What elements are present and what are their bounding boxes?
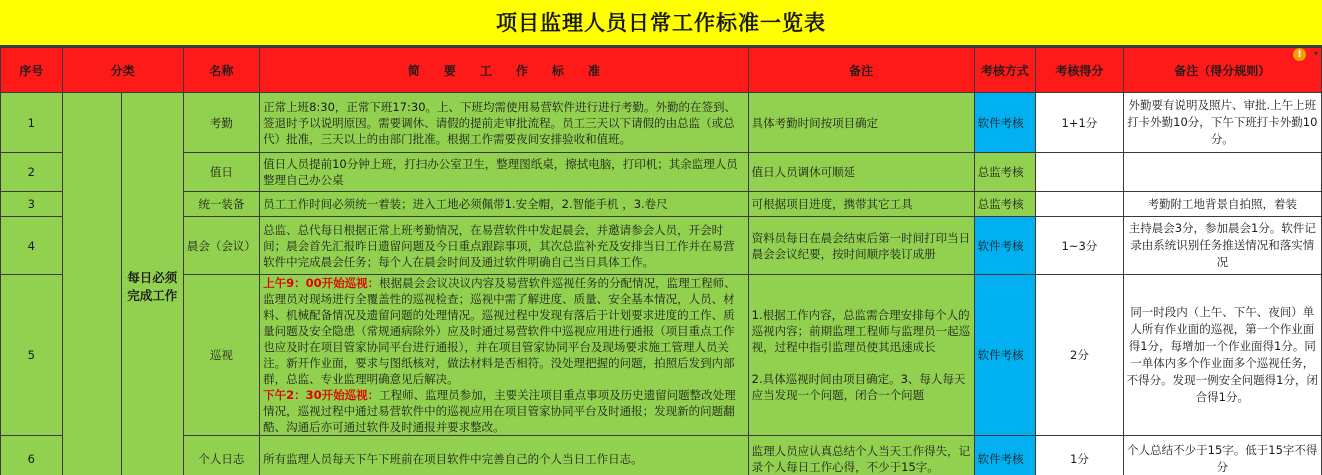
remark-cell[interactable]: 资料员每日在晨会结束后第一时间打印当日晨会会议纪要，按时间顺序装订成册 bbox=[748, 217, 974, 275]
score-note-cell[interactable] bbox=[1123, 153, 1321, 192]
morning-patrol-text: 根据晨会会议决议内容及易营软件巡视任务的分配情况，监理工程师、监理员对现场进行全覆盖性的巡视检查；巡视中需了解进度、质量、安全基本情况，人员、材料、机械配备情况及遗留问题的处理情况。巡视过程中发现有落后于计划要求进度的工作、质量问题及安全隐患（常规通病除外）应及时通过易营软件中巡视应用进行通报（项目重点工作也应及时在项目管家协同平台进行通报），并在项目管家协同平台及现场要求施工管理人员关注。新开作业面，要求与图纸核对，做法材料是否相符。没处理把握的问题，拍照后发到内部群，总监、专业监理明确意见后解决。 bbox=[263, 276, 736, 386]
remark-cell[interactable]: 具体考勤时间按项目确定 bbox=[748, 93, 974, 153]
requirement-cell[interactable]: 值日人员提前10分钟上班，打扫办公室卫生，整理图纸桌，擦拭电脑，打印机；其余监理人员整理自己办公桌 bbox=[260, 153, 749, 192]
remark-cell[interactable]: 监理人员应认真总结个人当天工作得失，记录个人每日工作心得，不少于15字。 bbox=[748, 436, 974, 475]
header-row bbox=[1, 48, 1322, 93]
name-cell[interactable]: 统一装备 bbox=[183, 192, 260, 217]
afternoon-patrol-text: 工程师、监理员参加，主要关注项目重点事项及历史遗留问题整改处理情况，巡视过程中通过易营软件中的巡视应用在项目管家协同平台及时通报；发现新的问题翻酷、沟通后亦可通过软件及时通报并要求整改。 bbox=[263, 388, 736, 434]
requirement-cell[interactable]: 员工工作时间必须统一着装；进入工地必须佩带1.安全帽，2.智能手机 ，3.卷尺 bbox=[260, 192, 749, 217]
method-cell[interactable]: 软件考核 bbox=[974, 436, 1036, 475]
table-row bbox=[1, 217, 1322, 275]
header-requirement[interactable]: 简 要 工 作 标 准 bbox=[260, 48, 749, 93]
header-score-note[interactable]: 备注（得分规则） bbox=[1123, 48, 1321, 93]
seq-cell[interactable]: 4 bbox=[1, 217, 63, 275]
table-row bbox=[1, 93, 1322, 153]
header-seq[interactable]: 序号 bbox=[1, 48, 63, 93]
seq-cell[interactable]: 5 bbox=[1, 275, 63, 436]
score-cell[interactable]: 1~3分 bbox=[1036, 217, 1123, 275]
method-cell[interactable]: 总监考核 bbox=[974, 153, 1036, 192]
score-note-cell[interactable]: 同一时段内（上午、下午、夜间）单人所有作业面的巡视，第一个作业面得1分，每增加一个作业面得1分。同一单体内多个作业面多个巡视任务，不得分。发现一例安全问题得1分，闭合得1分。 bbox=[1123, 275, 1321, 436]
method-cell[interactable]: 软件考核 bbox=[974, 93, 1036, 153]
score-cell[interactable] bbox=[1036, 192, 1123, 217]
header-method[interactable]: 考核方式 bbox=[974, 48, 1036, 93]
method-cell[interactable]: 总监考核 bbox=[974, 192, 1036, 217]
table-row bbox=[1, 153, 1322, 192]
category-cell[interactable]: 每日必须完成工作 bbox=[122, 93, 184, 475]
seq-cell[interactable]: 6 bbox=[1, 436, 63, 475]
remark-cell[interactable] bbox=[748, 275, 974, 436]
score-note-cell[interactable]: 考勤附工地背景自拍照，着装 bbox=[1123, 192, 1321, 217]
requirement-cell[interactable]: 正常上班8:30，正常下班17:30。上、下班均需使用易营软件进行进行考勤。外勤的在签到、签退时予以说明原因。需要调休、请假的提前走审批流程。员工三天以下请假的由总监（或总代）批准，三天以上的由部门批准。根据工作需要夜间安排验收和值班。 bbox=[260, 93, 749, 153]
score-note-cell[interactable]: 个人总结不少于15字。低于15字不得分 bbox=[1123, 436, 1321, 475]
name-cell[interactable]: 个人日志 bbox=[183, 436, 260, 475]
name-cell[interactable]: 值日 bbox=[183, 153, 260, 192]
score-cell[interactable]: 1+1分 bbox=[1036, 93, 1123, 153]
method-cell[interactable]: 软件考核 bbox=[974, 217, 1036, 275]
remark-line-2: 2.具体巡视时间由项目确定。3、每人每天应当发现一个问题，闭合一个问题 bbox=[751, 372, 966, 402]
category-cell-outer[interactable] bbox=[62, 93, 121, 475]
name-cell[interactable]: 巡视 bbox=[183, 275, 260, 436]
method-cell[interactable]: 软件考核 bbox=[974, 275, 1036, 436]
score-note-cell[interactable]: 主持晨会3分，参加晨会1分。软件记录由系统识别任务推送情况和落实情况 bbox=[1123, 217, 1321, 275]
requirement-cell[interactable]: 总监、总代每日根据正常上班考勤情况，在易营软件中发起晨会，并邀请参会人员，开会时间；晨会首先汇报昨日遗留问题及今日重点跟踪事项，其次总监补充及安排当日工作并在易营软件中完成晨会任务；每个人在晨会时间及通过软件明确自己当日具体工作。 bbox=[260, 217, 749, 275]
seq-cell[interactable]: 2 bbox=[1, 153, 63, 192]
score-cell[interactable]: 2分 bbox=[1036, 275, 1123, 436]
requirement-cell[interactable]: 所有监理人员每天下午下班前在项目软件中完善自己的个人当日工作日志。 bbox=[260, 436, 749, 475]
remark-cell[interactable]: 可根据项目进度，携带其它工具 bbox=[748, 192, 974, 217]
remark-line-1: 1.根据工作内容，总监需合理安排每个人的巡视内容；前期监理工程师与监理员一起巡视，过程中指引监理员使其迅速成长 bbox=[751, 308, 971, 354]
header-remark[interactable]: 备注 bbox=[748, 48, 974, 93]
score-cell[interactable] bbox=[1036, 153, 1123, 192]
table-row bbox=[1, 192, 1322, 217]
header-name[interactable]: 名称 bbox=[183, 48, 260, 93]
chevron-down-icon[interactable]: ▾ bbox=[1313, 49, 1318, 58]
seq-cell[interactable]: 3 bbox=[1, 192, 63, 217]
afternoon-patrol-label: 下午2：30开始巡视： bbox=[263, 388, 380, 402]
table-row bbox=[1, 436, 1322, 475]
seq-cell[interactable]: 1 bbox=[1, 93, 63, 153]
score-note-cell[interactable]: 外勤要有说明及照片、审批.上午上班打卡外勤10分，下午下班打卡外勤10分。 bbox=[1123, 93, 1321, 153]
requirement-cell[interactable] bbox=[260, 275, 749, 436]
name-cell[interactable]: 考勤 bbox=[183, 93, 260, 153]
header-category[interactable]: 分类 bbox=[62, 48, 183, 93]
sheet-title: 项目监理人员日常工作标准一览表 bbox=[496, 11, 826, 35]
score-cell[interactable]: 1分 bbox=[1036, 436, 1123, 475]
work-standard-table bbox=[0, 47, 1322, 475]
header-score[interactable]: 考核得分 bbox=[1036, 48, 1123, 93]
warning-comment-icon[interactable]: ! bbox=[1293, 48, 1306, 61]
remark-cell[interactable]: 值日人员调休可顺延 bbox=[748, 153, 974, 192]
table-row bbox=[1, 275, 1322, 436]
morning-patrol-label: 上午9：00开始巡视： bbox=[263, 276, 380, 290]
spreadsheet bbox=[0, 47, 1322, 475]
title-bar bbox=[0, 0, 1322, 47]
name-cell[interactable]: 晨会（会议） bbox=[183, 217, 260, 275]
